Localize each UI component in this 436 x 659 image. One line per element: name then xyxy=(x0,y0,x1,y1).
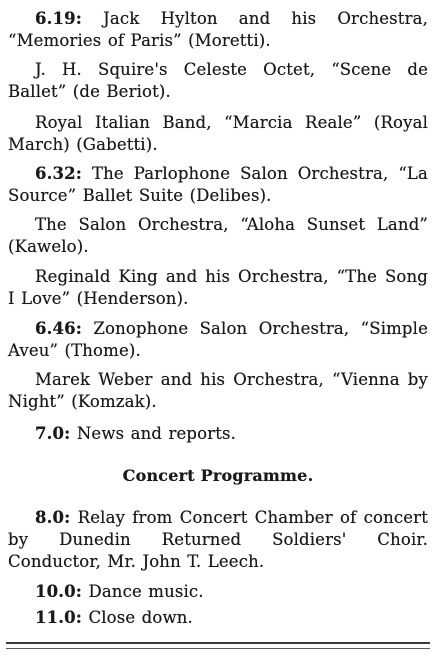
concert-entry xyxy=(8,581,428,603)
programme-entry xyxy=(8,318,428,362)
programme-entry xyxy=(8,163,428,207)
entry-time: 6.32: xyxy=(35,164,83,183)
entry-text: Relay from Concert Chamber of concert by Dunedin Returned Soldiers' Choir. Conductor, Mr. John T. Leech. xyxy=(8,508,428,571)
entry-time: 6.19: xyxy=(35,9,83,28)
entry-text: Jack Hylton and his Orchestra, “Memories of Paris” (Moretti). xyxy=(8,9,428,50)
entry-text: News and reports. xyxy=(76,424,237,443)
entry-text: Close down. xyxy=(88,608,193,627)
entry-text: Zonophone Salon Orchestra, “Simple Aveu” (Thome). xyxy=(8,319,428,360)
entry-text: Marek Weber and his Orchestra, “Vienna by Night” (Komzak). xyxy=(8,370,428,411)
concert-entry xyxy=(8,607,428,629)
programme-entry xyxy=(8,112,428,156)
entry-time: 7.0: xyxy=(35,424,71,443)
entry-time: 10.0: xyxy=(35,582,83,601)
entry-text: The Parlophone Salon Orchestra, “La Source” Ballet Suite (Delibes). xyxy=(8,164,428,205)
programme-entry xyxy=(8,266,428,310)
entry-text: J. H. Squire's Celeste Octet, “Scene de Ballet” (de Beriot). xyxy=(8,60,428,101)
entry-time: 11.0: xyxy=(35,608,83,627)
entry-text: Royal Italian Band, “Marcia Reale” (Royal March) (Gabetti). xyxy=(8,113,428,154)
entry-time: 6.46: xyxy=(35,319,83,338)
entry-text: The Salon Orchestra, “Aloha Sunset Land” (Kawelo). xyxy=(8,215,428,256)
programme-entry xyxy=(8,8,428,52)
programme-entry xyxy=(8,214,428,258)
entry-text: Dance music. xyxy=(88,582,204,601)
programme-entry xyxy=(8,369,428,413)
entry-time: 8.0: xyxy=(35,508,71,527)
programme-entry xyxy=(8,423,428,445)
concert-entry xyxy=(8,507,428,573)
column-rule xyxy=(6,642,430,644)
entry-text: Reginald King and his Orchestra, “The Song I Love” (Henderson). xyxy=(8,267,428,308)
programme-entry xyxy=(8,59,428,103)
section-heading: Concert Programme. xyxy=(122,466,314,485)
column-rule xyxy=(6,648,430,649)
